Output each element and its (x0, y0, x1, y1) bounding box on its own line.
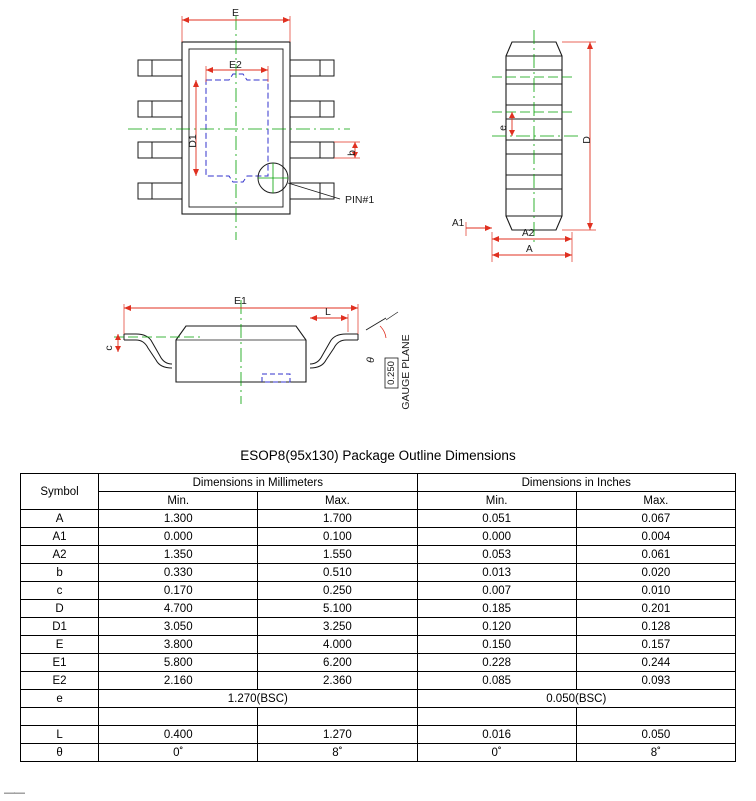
cell-symbol: b (21, 564, 99, 582)
cell-mm-min: 2.160 (99, 672, 258, 690)
dim-E-label: E (232, 7, 240, 19)
top-view (128, 7, 374, 240)
gauge-plane-label: GAUGE PLANE (400, 334, 412, 410)
cell-symbol: c (21, 582, 99, 600)
cell-in-min: 0.007 (417, 582, 576, 600)
cell-in-max: 8˚ (576, 744, 735, 762)
cell-mm-min: 4.700 (99, 600, 258, 618)
cell-symbol: e (21, 690, 99, 708)
table-row (21, 510, 736, 528)
dim-A1-label: A1 (452, 218, 465, 229)
cell-mm-max: 6.200 (258, 654, 417, 672)
cell-mm-max: 0.100 (258, 528, 417, 546)
table-row (21, 744, 736, 762)
cell-mm-min: 3.050 (99, 618, 258, 636)
cell-symbol: E (21, 636, 99, 654)
cell-in-max: 0.201 (576, 600, 735, 618)
cell-in-min: 0.120 (417, 618, 576, 636)
cell-in-max: 0.128 (576, 618, 735, 636)
cell-mm-min: 0˚ (99, 744, 258, 762)
dimensions-table (20, 473, 736, 762)
table-row-pitch (21, 690, 736, 708)
dim-D1-label: D1 (187, 134, 199, 148)
cell-in-min: 0.085 (417, 672, 576, 690)
cell-in-max: 0.061 (576, 546, 735, 564)
table-row (21, 600, 736, 618)
dim-L-label: L (325, 306, 331, 318)
table-row (21, 582, 736, 600)
dim-E1-label: E1 (234, 295, 247, 307)
header-inch-min: Min. (417, 492, 576, 510)
page-title: ESOP8(95x130) Package Outline Dimensions (240, 448, 516, 463)
cell-in-max: 0.004 (576, 528, 735, 546)
cell-mm-min: 3.800 (99, 636, 258, 654)
cell-in-max: 0.093 (576, 672, 735, 690)
dim-theta-label: θ (365, 357, 377, 363)
header-millimeters: Dimensions in Millimeters (99, 474, 417, 492)
table-row (21, 726, 736, 744)
cell-symbol: A1 (21, 528, 99, 546)
cell-mm-min: 0.000 (99, 528, 258, 546)
dim-e-label: e (497, 125, 509, 131)
cell-in-min: 0.051 (417, 510, 576, 528)
cell-blank (258, 708, 417, 726)
pin1-label: PIN#1 (345, 194, 375, 206)
cell-blank (576, 708, 735, 726)
cell-in-min: 0˚ (417, 744, 576, 762)
cell-in-min: 0.185 (417, 600, 576, 618)
cell-mm-min: 0.330 (99, 564, 258, 582)
cell-mm-max: 1.270 (258, 726, 417, 744)
table-header-sub (21, 492, 736, 510)
cell-mm-max: 3.250 (258, 618, 417, 636)
cell-mm-max: 0.250 (258, 582, 417, 600)
cell-mm-min: 0.170 (99, 582, 258, 600)
cell-mm-max: 2.360 (258, 672, 417, 690)
cell-in-max: 0.020 (576, 564, 735, 582)
cell-mm-bsc: 1.270(BSC) (99, 690, 417, 708)
header-mm-min: Min. (99, 492, 258, 510)
cell-in-bsc: 0.050(BSC) (417, 690, 735, 708)
cell-mm-max: 1.700 (258, 510, 417, 528)
cell-mm-min: 1.300 (99, 510, 258, 528)
table-row (21, 618, 736, 636)
table-row (21, 546, 736, 564)
table-row (21, 528, 736, 546)
header-inches: Dimensions in Inches (417, 474, 735, 492)
cell-mm-max: 5.100 (258, 600, 417, 618)
side-view (452, 30, 596, 262)
table-row (21, 564, 736, 582)
cell-blank (99, 708, 258, 726)
header-mm-max: Max. (258, 492, 417, 510)
cell-in-min: 0.150 (417, 636, 576, 654)
dim-A2-label: A2 (522, 228, 535, 239)
cell-mm-max: 4.000 (258, 636, 417, 654)
table-row-blank (21, 708, 736, 726)
header-inch-max: Max. (576, 492, 735, 510)
page-footer-marks: —— (4, 787, 24, 799)
cell-symbol: A (21, 510, 99, 528)
table-row (21, 672, 736, 690)
cell-symbol: A2 (21, 546, 99, 564)
dim-A-label: A (526, 244, 533, 255)
cell-blank (21, 708, 99, 726)
cell-in-min: 0.016 (417, 726, 576, 744)
front-view (103, 295, 412, 410)
table-header-group (21, 474, 736, 492)
dim-c-label: c (103, 345, 115, 351)
dim-D-label: D (581, 136, 593, 144)
cell-in-max: 0.067 (576, 510, 735, 528)
cell-symbol: E2 (21, 672, 99, 690)
cell-mm-max: 0.510 (258, 564, 417, 582)
dim-b-label: b (346, 150, 358, 156)
table-row (21, 636, 736, 654)
cell-mm-max: 8˚ (258, 744, 417, 762)
cell-in-min: 0.013 (417, 564, 576, 582)
cell-in-max: 0.157 (576, 636, 735, 654)
cell-symbol: E1 (21, 654, 99, 672)
cell-in-max: 0.050 (576, 726, 735, 744)
dim-E2-label: E2 (229, 59, 242, 71)
cell-in-min: 0.228 (417, 654, 576, 672)
cell-mm-min: 5.800 (99, 654, 258, 672)
table-row (21, 654, 736, 672)
cell-symbol: D (21, 600, 99, 618)
cell-symbol: L (21, 726, 99, 744)
cell-symbol: D1 (21, 618, 99, 636)
cell-in-min: 0.053 (417, 546, 576, 564)
cell-mm-min: 0.400 (99, 726, 258, 744)
cell-symbol: θ (21, 744, 99, 762)
header-symbol: Symbol (21, 474, 99, 510)
cell-mm-max: 1.550 (258, 546, 417, 564)
cell-in-min: 0.000 (417, 528, 576, 546)
cell-mm-min: 1.350 (99, 546, 258, 564)
cell-in-max: 0.010 (576, 582, 735, 600)
cell-in-max: 0.244 (576, 654, 735, 672)
gauge-value-label: 0.250 (386, 361, 397, 385)
cell-blank (417, 708, 576, 726)
